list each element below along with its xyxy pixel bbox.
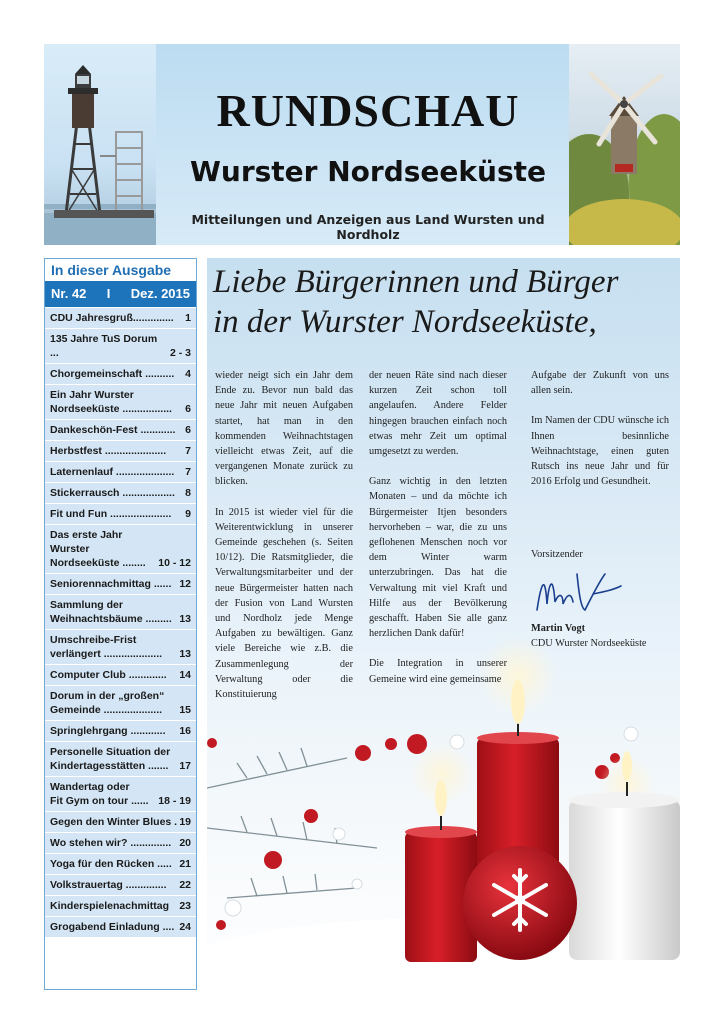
toc-item-page: 6: [185, 403, 191, 415]
toc-item-title: Wandertag oder Fit Gym on tour ......: [50, 781, 149, 807]
toc-item: [45, 811, 196, 832]
toc-item: [45, 853, 196, 874]
toc-item-page: 1: [185, 312, 191, 324]
toc-item-title: Herbstfest .....................: [50, 445, 167, 457]
toc-item-page: 2 - 3: [169, 347, 191, 359]
greeting-line-2: in der Wurster Nordseeküste,: [213, 304, 597, 340]
toc-item-title: Chorgemeinschaft ..........: [50, 368, 175, 380]
toc-item-title: Volkstrauertag ..............: [50, 879, 167, 891]
toc-item-title: CDU Jahresgruß..............: [50, 312, 174, 324]
toc-item: [45, 419, 196, 440]
greeting-line-1: Liebe Bürgerinnen und Bürger: [213, 264, 619, 300]
toc-item-title: Personelle Situation der Kindertagesstätten .......: [50, 746, 171, 772]
toc-item-title: Dorum in der „großen“ Gemeinde ....................: [50, 690, 165, 716]
paragraph: In 2015 ist wieder viel für die Weiterentwicklung in unserer Gemeinde geschehen (s. Seiten 10/12). Die Ratsmitglieder, die Verwaltungsmitarbeiter und der neue Bürgermeister hatten nach der Fusion von Land Wursten und Nordholz jede Menge Aufgaben zu bewältigen. Ganz viele Bereiche wie z.B. die Zusammenlegung der Verwaltung oder die Konstituierung: [215, 506, 353, 701]
toc-item: [45, 328, 196, 363]
toc-item-page: 22: [179, 879, 191, 891]
toc-item: [45, 895, 196, 916]
toc-item-page: 7: [185, 445, 191, 457]
toc-item-page: 13: [179, 613, 191, 625]
toc-item: [45, 363, 196, 384]
toc-item: [45, 741, 196, 776]
toc-item-title: Dankeschön-Fest ............: [50, 424, 176, 436]
toc-heading: In dieser Ausgabe: [45, 259, 196, 281]
toc-item-page: 4: [185, 368, 191, 380]
toc-item: [45, 874, 196, 895]
signer-role: Vorsitzender: [531, 549, 583, 561]
toc-item-title: Laternenlauf ....................: [50, 466, 175, 478]
toc-item: [45, 482, 196, 503]
toc-item: [45, 573, 196, 594]
letter-column-1: [215, 368, 353, 717]
toc-item: [45, 832, 196, 853]
toc-item-title: 135 Jahre TuS Dorum ...: [50, 333, 158, 359]
toc-item-title: Das erste Jahr Wurster Nordseeküste ........: [50, 529, 146, 569]
toc-item-title: Wo stehen wir? ..............: [50, 837, 172, 849]
toc-item-title: Umschreibe-Frist verlängert ....................: [50, 634, 163, 660]
toc-item: [45, 720, 196, 741]
toc-item-page: 6: [185, 424, 191, 436]
signer-organization: CDU Wurster Nordseeküste: [531, 637, 647, 649]
toc-item-title: Grogabend Einladung ....: [50, 921, 175, 933]
toc-item-page: 14: [179, 669, 191, 681]
toc-item-page: 23: [179, 900, 191, 912]
toc-item-title: Kinderspielenachmittag: [50, 900, 170, 912]
issue-date: Dez. 2015: [130, 286, 190, 301]
toc-item-page: 12: [179, 578, 191, 590]
issue-separator: I: [106, 286, 111, 301]
toc-item-page: 9: [185, 508, 191, 520]
paragraph: Aufgabe der Zukunft von uns allen sein.: [531, 370, 669, 397]
toc-item: [45, 524, 196, 573]
handwritten-signature: [533, 564, 623, 620]
masthead-banner: [44, 44, 680, 245]
paragraph: Die Integration in unserer Gemeine wird eine gemeinsame: [369, 658, 507, 685]
toc-item-page: 24: [179, 921, 191, 933]
toc-item: [45, 629, 196, 664]
toc-item: [45, 685, 196, 720]
toc-item-page: 15: [179, 704, 191, 716]
toc-item: [45, 664, 196, 685]
toc-item-title: Seniorennachmittag ......: [50, 578, 172, 590]
newspaper-title: RUNDSCHAU: [216, 85, 520, 136]
toc-item: [45, 440, 196, 461]
toc-item: [45, 384, 196, 419]
toc-list: [45, 307, 196, 937]
letter-column-2: [369, 368, 507, 702]
toc-item-page: 16: [179, 725, 191, 737]
toc-item-page: 20: [179, 837, 191, 849]
letter-panel: [207, 258, 680, 988]
toc-item-page: 13: [179, 648, 191, 660]
toc-item-title: Ein Jahr Wurster Nordseeküste .................: [50, 389, 172, 415]
newspaper-tagline: Mitteilungen und Anzeigen aus Land Wursten und Nordholz: [191, 212, 545, 242]
signer-name: Martin Vogt: [531, 622, 586, 634]
toc-item-page: 21: [179, 858, 191, 870]
letter-greeting: [213, 262, 673, 342]
toc-item-page: 19: [179, 816, 191, 828]
paragraph: der neuen Räte sind nach dieser kurzen Zeit schon toll angelaufen. Andere Felder hingegen brauchen einfach noch etwas mehr Zeit um optimal umgesetzt zu werden.: [369, 370, 507, 458]
newspaper-subtitle: Wurster Nordseeküste: [190, 155, 546, 188]
toc-item-title: Yoga für den Rücken .....: [50, 858, 172, 870]
table-of-contents: [44, 258, 197, 990]
issue-bar: [45, 281, 196, 307]
toc-item: [45, 776, 196, 811]
toc-item-page: 7: [185, 466, 191, 478]
toc-item: [45, 461, 196, 482]
toc-item-title: Sammlung der Weihnachtsbäume .........: [50, 599, 172, 625]
paragraph: Im Namen der CDU wünsche ich Ihnen besinnliche Weihnachtstage, einen guten Rutsch ins neue Jahr und für 2016 Erfolg und Gesundheit.: [531, 415, 669, 488]
windmill-image: [569, 44, 680, 245]
toc-item-page: 10 - 12: [158, 557, 191, 569]
toc-item-title: Gegen den Winter Blues .: [50, 816, 178, 828]
paragraph: wieder neigt sich ein Jahr dem Ende zu. Bevor nun bald das neue Jahr mit neuen Aufgaben startet, hat man in den kommenden Weihnachtstagen vielleicht etwas Zeit, auf die vergangenen Monate zurück zu blicken.: [215, 370, 353, 488]
toc-item-page: 8: [185, 487, 191, 499]
paragraph: Ganz wichtig in den letzten Monaten – und da möchte ich Bürgermeister Itjen besonders hervorheben – war, die zu uns geflohenen Menschen noch vor dem Winter warm unterzubringen. Das hat die Verwaltung mit viel Kraft und Hilfe aus der Bevölkerung geschafft. Haben Sie alle ganz herzlichen Dank dafür!: [369, 476, 507, 640]
toc-item-title: Stickerrausch ..................: [50, 487, 175, 499]
toc-item: [45, 916, 196, 937]
toc-item-title: Fit und Fun .....................: [50, 508, 172, 520]
toc-item-page: 17: [179, 760, 191, 772]
toc-item-title: Springlehrgang ............: [50, 725, 166, 737]
toc-item: [45, 307, 196, 328]
toc-item: [45, 594, 196, 629]
lighthouse-image: [44, 44, 156, 245]
toc-item-title: Computer Club .............: [50, 669, 167, 681]
issue-number: Nr. 42: [51, 286, 87, 301]
toc-item-page: 18 - 19: [158, 795, 191, 807]
toc-item: [45, 503, 196, 524]
